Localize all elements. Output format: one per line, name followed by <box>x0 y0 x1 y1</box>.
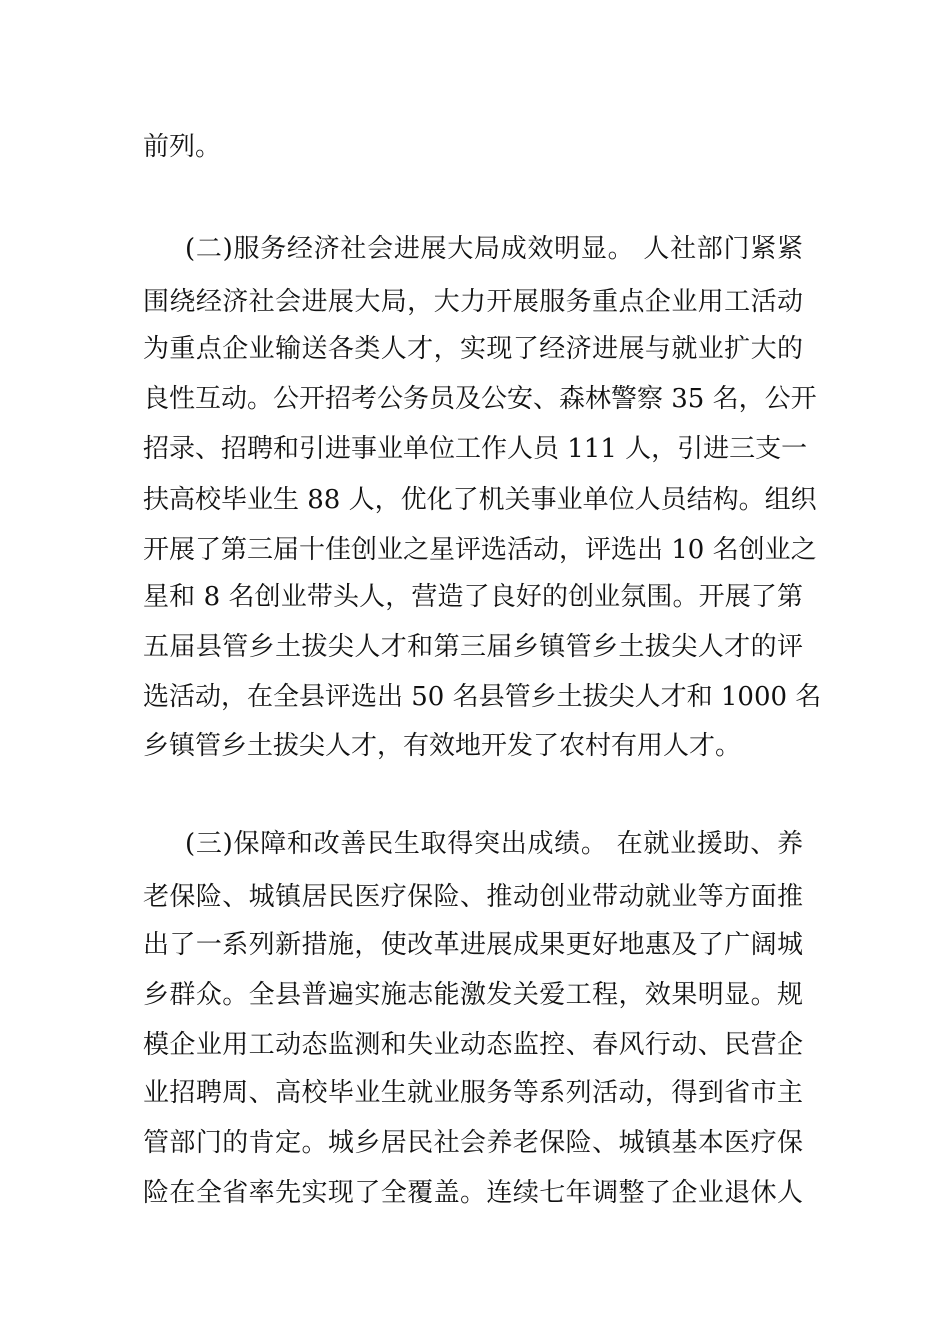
text-line: 乡镇管乡土拔尖人才，有效地开发了农村有用人才。 <box>143 731 742 761</box>
text-line: 出了一系列新措施，使改革进展成果更好地惠及了广阔城 <box>143 930 803 960</box>
section-heading-line: (二)服务经济社会进展大局成效明显。 人社部门紧紧 <box>185 234 803 264</box>
text-line: 管部门的肯定。城乡居民社会养老保险、城镇基本医疗保 <box>143 1128 803 1158</box>
text-line: 扶高校毕业生 88 人，优化了机关事业单位人员结构。组织 <box>143 485 817 515</box>
text-line: 模企业用工动态监测和失业动态监控、春风行动、民营企 <box>143 1030 803 1060</box>
text-line: 前列。 <box>143 132 222 162</box>
text-line: 为重点企业输送各类人才，实现了经济进展与就业扩大的 <box>143 334 803 364</box>
text-line: 五届县管乡土拔尖人才和第三届乡镇管乡土拔尖人才的评 <box>143 632 803 662</box>
section-heading-line: (三)保障和改善民生取得突出成绩。 在就业援助、养 <box>185 829 803 859</box>
text-line: 老保险、城镇居民医疗保险、推动创业带动就业等方面推 <box>143 882 803 912</box>
text-line: 开展了第三届十佳创业之星评选活动，评选出 10 名创业之 <box>143 535 817 565</box>
text-line: 围绕经济社会进展大局，大力开展服务重点企业用工活动 <box>143 287 803 317</box>
text-line: 良性互动。公开招考公务员及公安、森林警察 35 名，公开 <box>143 384 817 414</box>
text-line: 选活动，在全县评选出 50 名县管乡土拔尖人才和 1000 名 <box>143 682 822 712</box>
text-line: 星和 8 名创业带头人，营造了良好的创业氛围。开展了第 <box>143 582 803 612</box>
text-line: 业招聘周、高校毕业生就业服务等系列活动，得到省市主 <box>143 1078 803 1108</box>
text-line: 险在全省率先实现了全覆盖。连续七年调整了企业退休人 <box>143 1178 803 1208</box>
text-line: 招录、招聘和引进事业单位工作人员 111 人，引进三支一 <box>143 434 808 464</box>
text-line: 乡群众。全县普遍实施志能激发关爱工程，效果明显。规 <box>143 980 803 1010</box>
